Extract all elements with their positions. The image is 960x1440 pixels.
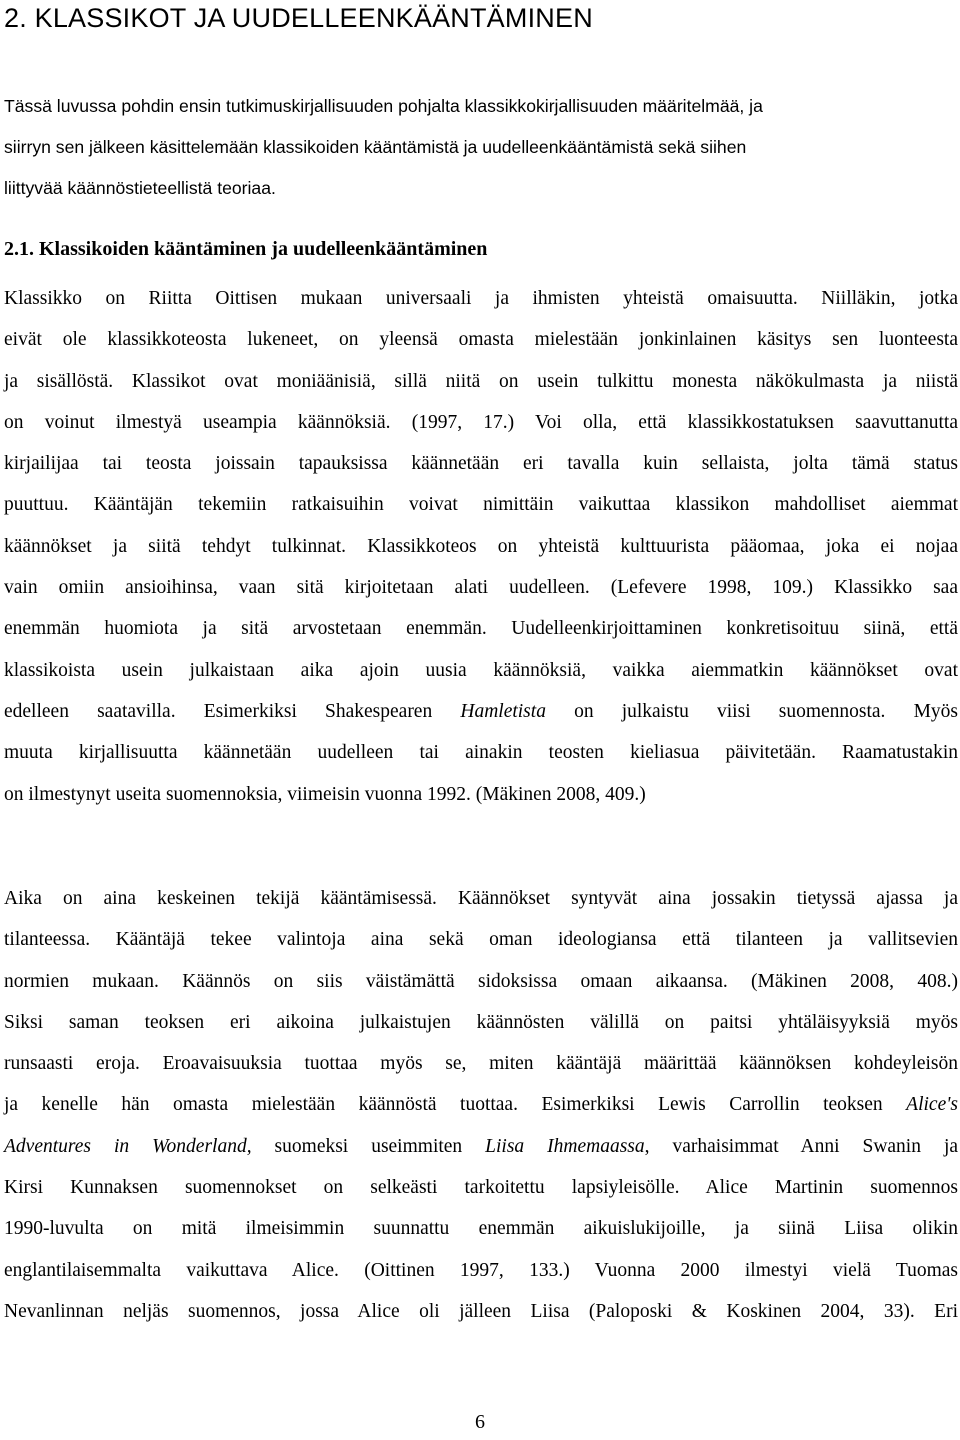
paragraph-line: englantilaisemmalta vaikuttava Alice. (Oittinen 1997, 133.) Vuonna 2000 ilmestyi vielä Tuomas [4, 1259, 958, 1281]
paragraph-line: vain omiin ansioihinsa, vaan sitä kirjoitetaan alati uudelleen. (Lefevere 1998, 109.) Klassikko saa [4, 577, 958, 599]
paragraph-line: muuta kirjallisuutta käännetään uudelleen tai ainakin teosten kieliasua päivitetään. Raamatustakin [4, 742, 958, 764]
paragraph-line: ja sisällöstä. Klassikot ovat moniäänisiä, sillä niitä on usein tulkittu monesta näkökulmasta ja niistä [4, 370, 958, 392]
paragraph-line: 1990-luvulta on mitä ilmeisimmin suunnattu enemmän aikuislukijoille, ja siinä Liisa olikin [4, 1218, 958, 1240]
paragraph-line: Kirsi Kunnaksen suomennokset on selkeästi tarkoitettu lapsiyleisölle. Alice Martinin suomennos [4, 1177, 958, 1199]
text-run: suomeksi useimmiten [251, 1135, 486, 1157]
paragraph-line: Siksi saman teoksen eri aikoina julkaistujen käännösten välillä on paitsi yhtäläisyyksiä myös [4, 1011, 958, 1033]
page-number: 6 [475, 1411, 485, 1433]
italic-title-hamlet: Hamletista [460, 700, 546, 722]
intro-paragraph [4, 86, 954, 209]
paragraph-line: on ilmestynyt useita suomennoksia, viimeisin vuonna 1992. (Mäkinen 2008, 409.) [4, 783, 646, 805]
paragraph-line: Klassikko on Riitta Oittisen mukaan universaali ja ihmisten yhteistä omaisuutta. Niilläkin, jotka [4, 288, 958, 309]
paragraph-line: on voinut ilmestyä useampia käännöksiä. (1997, 17.) Voi olla, että klassikkostatuksen saavuttanutta [4, 411, 958, 433]
paragraph-line: Nevanlinnan neljäs suomennos, jossa Alice oli jälleen Liisa (Paloposki & Koskinen 2004, 33). Eri [4, 1300, 958, 1322]
paragraph-line: eivät ole klassikkoteosta lukeneet, on yleensä omasta mielestään jonkinlainen käsitys sen luonteesta [4, 329, 958, 351]
intro-line: siirryn sen jälkeen käsittelemään klassikoiden kääntämistä ja uudelleenkääntämistä sekä siihen [4, 137, 747, 157]
chapter-title: 2. KLASSIKOT JA UUDELLEENKÄÄNTÄMINEN [4, 3, 593, 33]
italic-title-liisa: Liisa Ihmemaassa [485, 1135, 645, 1157]
paragraph-line: puuttuu. Kääntäjän tekemiin ratkaisuihin voivat nimittäin vaikuttaa klassikon mahdolliset aiemmat [4, 494, 958, 516]
paragraph-line: normien mukaan. Käännös on siis väistämättä sidoksissa omaan aikaansa. (Mäkinen 2008, 408.) [4, 970, 958, 992]
text-run: ja kenelle hän omasta mielestään käännöstä tuottaa. Esimerkiksi Lewis Carrollin teoksen [4, 1094, 907, 1116]
paragraph-line: tilanteessa. Kääntäjä tekee valintoja aina sekä oman ideologiansa että tilanteen ja vallitsevien [4, 929, 958, 951]
text-run: edelleen saatavilla. Esimerkiksi Shakespearen [4, 700, 461, 722]
italic-title-alice: Alice's [906, 1094, 958, 1116]
paragraph-line [4, 691, 958, 732]
intro-line: Tässä luvussa pohdin ensin tutkimuskirjallisuuden pohjalta klassikkokirjallisuuden määritelmää, ja [4, 96, 763, 116]
paragraph-line [4, 1126, 958, 1167]
paragraph-line: runsaasti eroja. Eroavaisuuksia tuottaa myös se, miten kääntäjä määrittää käännöksen kohdeyleisön [4, 1053, 958, 1075]
text-run: on julkaistu viisi suomennosta. Myös [545, 700, 958, 722]
intro-line: liittyvää käännöstieteellistä teoriaa. [4, 178, 276, 198]
paragraph-line: Aika on aina keskeinen tekijä kääntämisessä. Käännökset syntyvät aina jossakin tietyssä ajassa ja [4, 888, 958, 909]
paragraph-line [4, 1084, 958, 1125]
paragraph-line: enemmän huomiota ja sitä arvostetaan enemmän. Uudelleenkirjoittaminen konkretisoituu siinä, että [4, 618, 958, 640]
italic-title-wonderland: Adventures in Wonderland, [4, 1135, 252, 1157]
paragraph-line: klassikoista usein julkaistaan aika ajoin uusia käännöksiä, vaikka aiemmatkin käännökset ovat [4, 659, 958, 681]
section-title: 2.1. Klassikoiden kääntäminen ja uudelleenkääntäminen [4, 238, 488, 260]
paragraph-line: kirjailijaa tai teosta joissain tapauksissa käännetään eri tavalla kuin sellaista, jolta tämä status [4, 453, 958, 475]
paragraph-2 [4, 878, 958, 1332]
text-run: , varhaisimmat Anni Swanin ja [644, 1135, 959, 1157]
paragraph-line: käännökset ja siitä tehdyt tulkinnat. Klassikkoteos on yhteistä kulttuurista pääomaa, joka ei nojaa [4, 535, 958, 557]
paragraph-1 [4, 278, 958, 815]
